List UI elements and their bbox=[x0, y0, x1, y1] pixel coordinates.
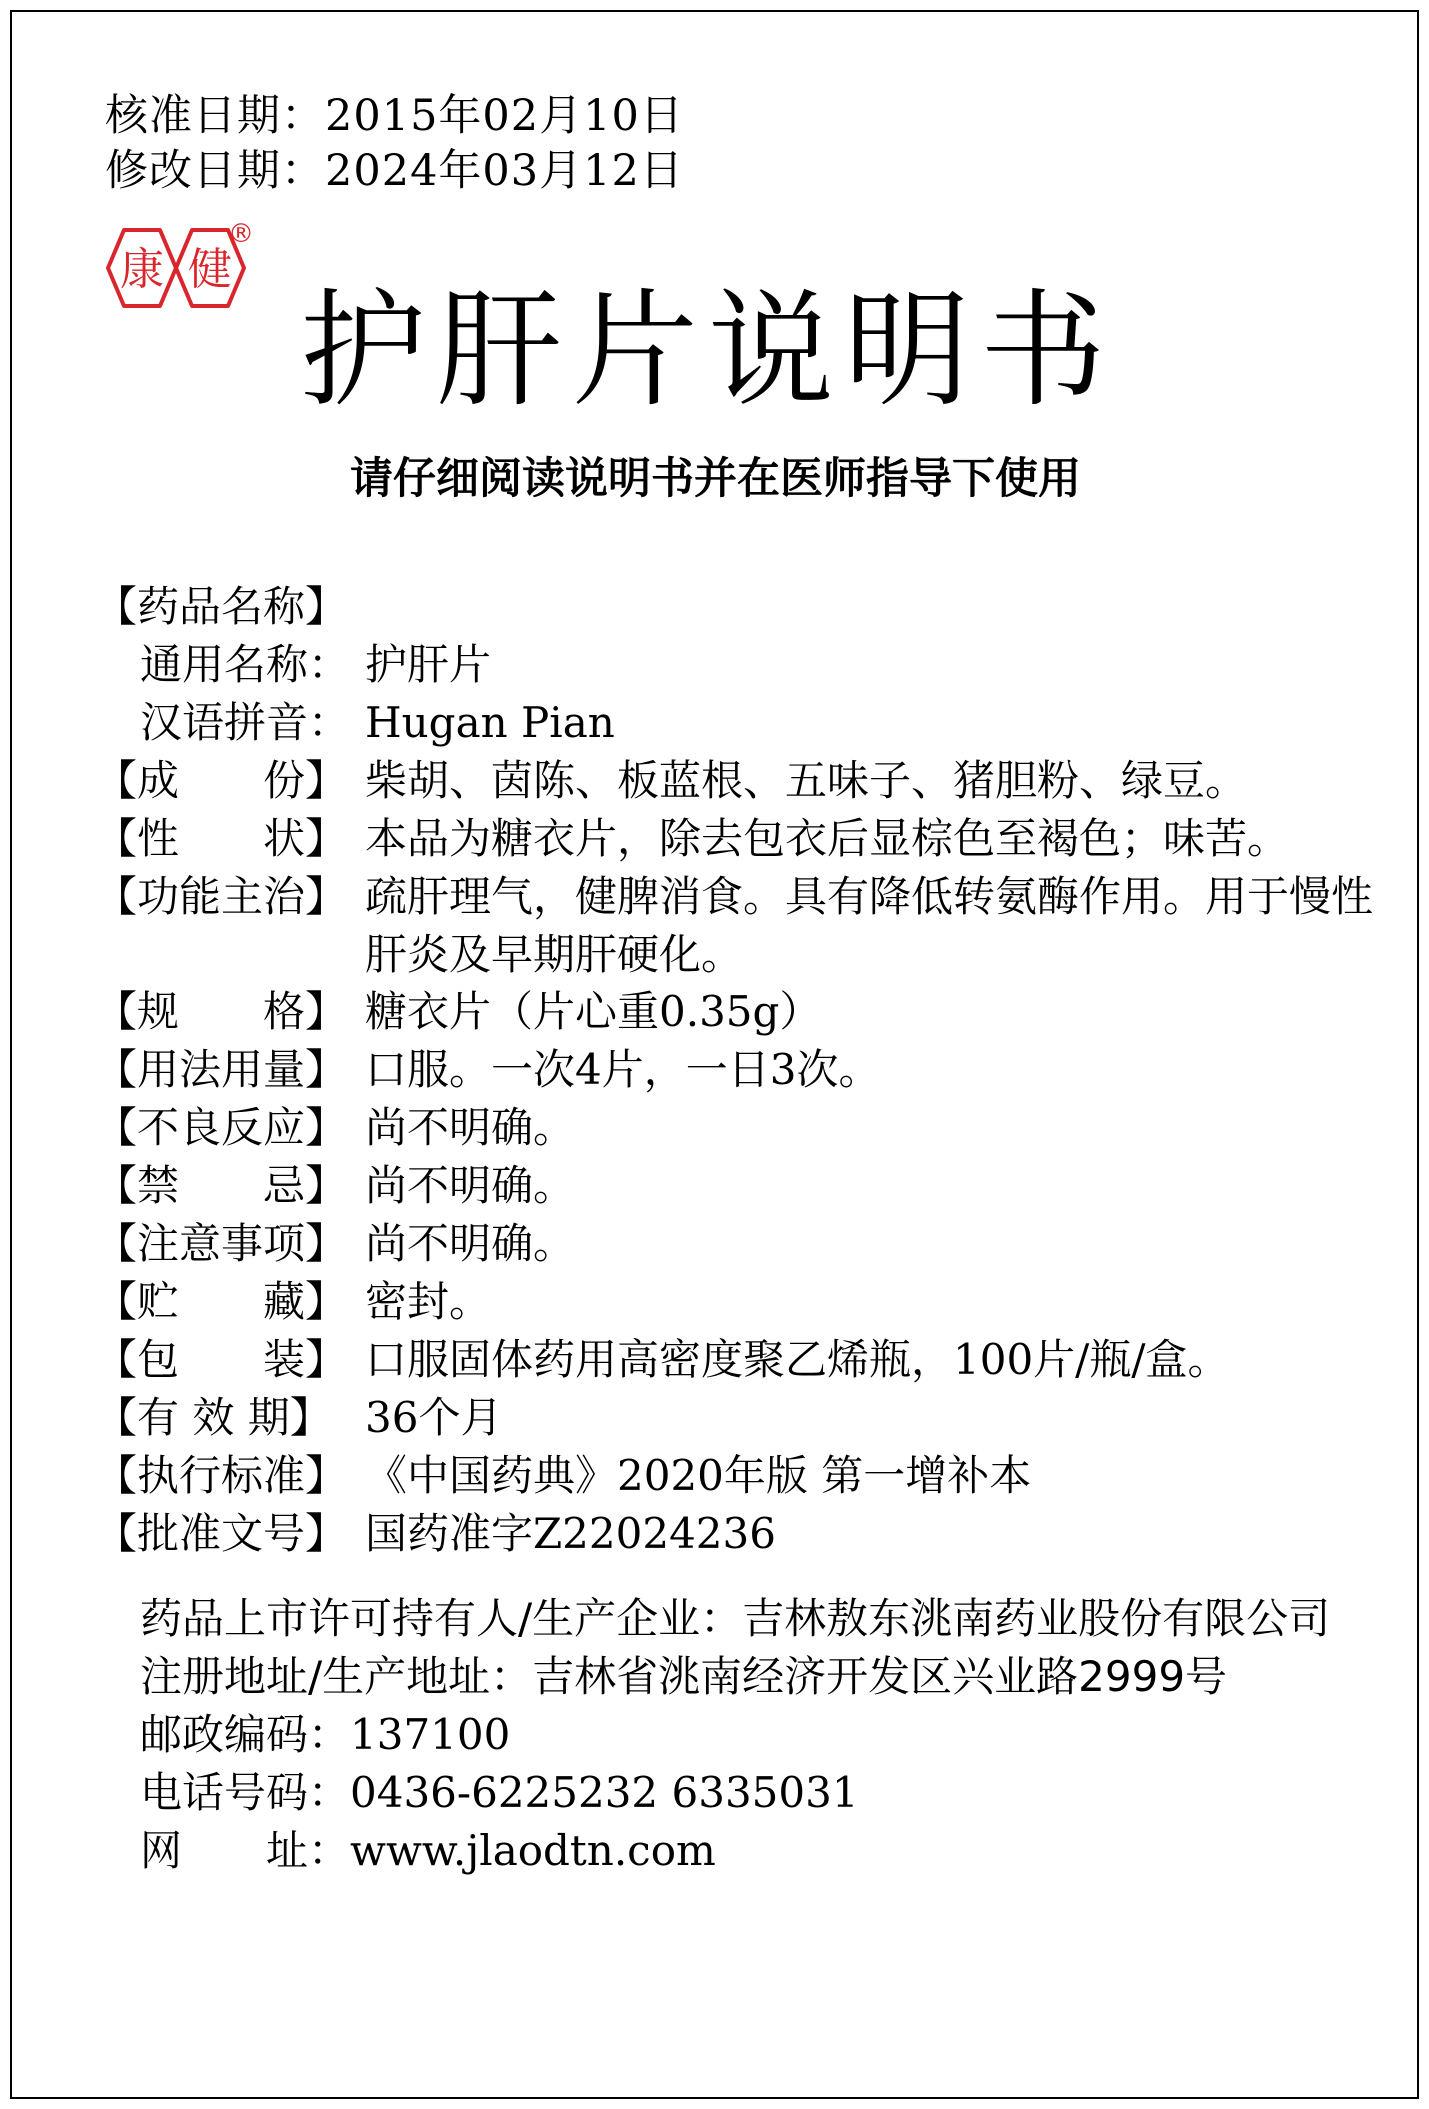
adverse-reactions-value: 尚不明确。 bbox=[365, 1103, 576, 1152]
ingredients-label: 【成 份】 bbox=[95, 756, 348, 805]
standard-value: 《中国药典》2020年版 第一增补本 bbox=[365, 1451, 1032, 1500]
ingredients-value: 柴胡、茵陈、板蓝根、五味子、猪胆粉、绿豆。 bbox=[365, 756, 1248, 805]
postcode-value: 137100 bbox=[350, 1710, 511, 1759]
registered-mark: ® bbox=[228, 222, 254, 249]
specification-label: 【规 格】 bbox=[95, 987, 348, 1036]
package-value: 口服固体药用高密度聚乙烯瓶，100片/瓶/盒。 bbox=[365, 1335, 1230, 1384]
address-label: 注册地址/生产地址： bbox=[140, 1652, 533, 1701]
approval-date: 核准日期：2015年02月10日 bbox=[105, 91, 684, 141]
contraindications-label: 【禁 忌】 bbox=[95, 1161, 348, 1210]
holder-value: 吉林敖东洮南药业股份有限公司 bbox=[742, 1594, 1331, 1643]
pinyin-value: Hugan Pian bbox=[365, 698, 615, 747]
logo-char-kang: 康 bbox=[120, 244, 164, 295]
validity-label: 【有 效 期】 bbox=[95, 1393, 332, 1442]
company-postcode bbox=[140, 1706, 510, 1764]
description-label: 【性 状】 bbox=[95, 814, 348, 863]
package-label: 【包 装】 bbox=[95, 1335, 348, 1384]
dosage-value: 口服。一次4片，一日3次。 bbox=[365, 1045, 881, 1094]
approval-number-label: 【批准文号】 bbox=[95, 1509, 348, 1558]
website-label: 网 址： bbox=[140, 1826, 351, 1875]
contraindications-value: 尚不明确。 bbox=[365, 1161, 576, 1210]
generic-name-label: 通用名称： bbox=[140, 640, 351, 689]
precautions-label: 【注意事项】 bbox=[95, 1219, 348, 1268]
subtitle: 请仔细阅读说明书并在医师指导下使用 bbox=[350, 454, 1081, 504]
storage-label: 【贮 藏】 bbox=[95, 1277, 348, 1326]
specification-value: 糖衣片（片心重0.35g） bbox=[365, 987, 822, 1036]
company-address bbox=[140, 1648, 1227, 1706]
standard-label: 【执行标准】 bbox=[95, 1451, 348, 1500]
company-website bbox=[140, 1822, 716, 1880]
description-value: 本品为糖衣片，除去包衣后显棕色至褐色；味苦。 bbox=[365, 814, 1290, 863]
page-title: 护肝片说明书 bbox=[300, 277, 1116, 424]
website-value[interactable]: www.jlaodtn.com bbox=[350, 1826, 716, 1875]
indications-value: 疏肝理气，健脾消食。具有降低转氨酶作用。用于慢性肝炎及早期肝硬化。 bbox=[365, 872, 1374, 979]
approval-number-value: 国药准字Z22024236 bbox=[365, 1509, 776, 1558]
company-holder bbox=[140, 1590, 1330, 1648]
brand-logo bbox=[104, 222, 255, 317]
address-value: 吉林省洮南经济开发区兴业路2999号 bbox=[532, 1652, 1228, 1701]
revision-date: 修改日期：2024年03月12日 bbox=[105, 146, 684, 196]
validity-value: 36个月 bbox=[365, 1393, 503, 1442]
pinyin-label: 汉语拼音： bbox=[140, 698, 351, 747]
generic-name-value: 护肝片 bbox=[365, 640, 492, 689]
phone-value: 0436-6225232 6335031 bbox=[350, 1768, 859, 1817]
postcode-label: 邮政编码： bbox=[140, 1710, 351, 1759]
phone-label: 电话号码： bbox=[140, 1768, 351, 1817]
indications-label: 【功能主治】 bbox=[95, 872, 348, 921]
precautions-value: 尚不明确。 bbox=[365, 1219, 576, 1268]
section-label: 【药品名称】 bbox=[95, 582, 348, 631]
holder-label: 药品上市许可持有人/生产企业： bbox=[140, 1594, 743, 1643]
dosage-label: 【用法用量】 bbox=[95, 1045, 348, 1094]
adverse-reactions-label: 【不良反应】 bbox=[95, 1103, 348, 1152]
storage-value: 密封。 bbox=[365, 1277, 492, 1326]
company-phone bbox=[140, 1764, 859, 1822]
logo-char-jian: 健 bbox=[188, 244, 232, 295]
